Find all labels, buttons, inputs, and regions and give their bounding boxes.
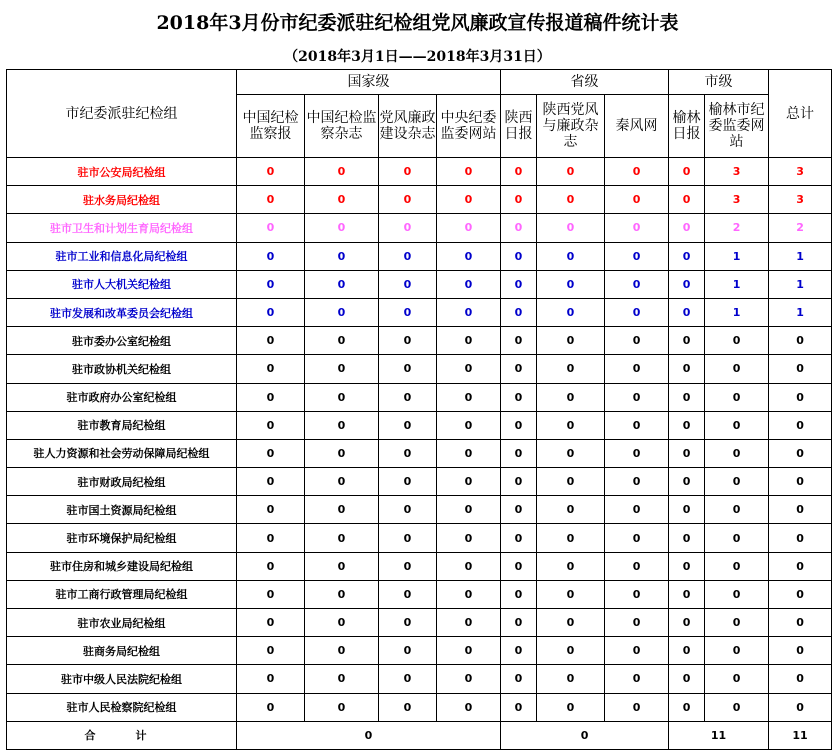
count-cell: 0 — [305, 552, 379, 580]
count-cell: 0 — [537, 270, 605, 298]
count-cell: 0 — [237, 665, 305, 693]
row-total-cell: 1 — [769, 270, 832, 298]
count-cell: 0 — [379, 214, 437, 242]
totals-row — [7, 721, 832, 749]
count-cell: 0 — [237, 383, 305, 411]
row-total-cell: 0 — [769, 439, 832, 467]
count-cell: 0 — [305, 496, 379, 524]
count-cell: 0 — [705, 552, 769, 580]
count-cell: 0 — [237, 242, 305, 270]
row-total-cell: 0 — [769, 327, 832, 355]
publication-header: 中国纪检监察报 — [237, 95, 305, 158]
count-cell: 0 — [537, 186, 605, 214]
row-total-cell: 3 — [769, 158, 832, 186]
count-cell: 0 — [537, 383, 605, 411]
count-cell: 0 — [537, 665, 605, 693]
count-cell: 0 — [537, 411, 605, 439]
count-cell: 0 — [501, 270, 537, 298]
count-cell: 0 — [537, 609, 605, 637]
table-row — [7, 186, 832, 214]
table-row — [7, 468, 832, 496]
national-level-header: 国家级 — [237, 70, 501, 95]
count-cell: 0 — [537, 637, 605, 665]
count-cell: 0 — [437, 158, 501, 186]
count-cell: 0 — [237, 355, 305, 383]
publication-header: 榆林市纪委监委网站 — [705, 95, 769, 158]
count-cell: 0 — [305, 158, 379, 186]
org-name-cell: 驻市公安局纪检组 — [7, 158, 237, 186]
count-cell: 0 — [501, 496, 537, 524]
row-total-cell: 0 — [769, 637, 832, 665]
count-cell: 1 — [705, 298, 769, 326]
count-cell: 0 — [379, 665, 437, 693]
count-cell: 0 — [437, 214, 501, 242]
count-cell: 0 — [537, 580, 605, 608]
table-row — [7, 524, 832, 552]
count-cell: 3 — [705, 186, 769, 214]
count-cell: 0 — [605, 270, 669, 298]
count-cell: 0 — [305, 327, 379, 355]
count-cell: 0 — [537, 439, 605, 467]
count-cell: 0 — [437, 609, 501, 637]
national-total: 0 — [237, 721, 501, 749]
count-cell: 0 — [379, 355, 437, 383]
count-cell: 0 — [705, 411, 769, 439]
count-cell: 0 — [305, 468, 379, 496]
count-cell: 0 — [379, 496, 437, 524]
count-cell: 1 — [705, 270, 769, 298]
table-row — [7, 355, 832, 383]
row-total-cell: 0 — [769, 693, 832, 721]
count-cell: 0 — [501, 468, 537, 496]
count-cell: 0 — [705, 609, 769, 637]
org-name-cell: 驻市中级人民法院纪检组 — [7, 665, 237, 693]
count-cell: 0 — [437, 355, 501, 383]
count-cell: 0 — [237, 298, 305, 326]
count-cell: 0 — [605, 439, 669, 467]
count-cell: 0 — [437, 383, 501, 411]
count-cell: 0 — [501, 186, 537, 214]
count-cell: 0 — [237, 609, 305, 637]
count-cell: 0 — [379, 411, 437, 439]
count-cell: 0 — [605, 327, 669, 355]
count-cell: 0 — [669, 552, 705, 580]
row-total-cell: 0 — [769, 383, 832, 411]
count-cell: 0 — [501, 298, 537, 326]
org-name-cell: 驻人力资源和社会劳动保障局纪检组 — [7, 439, 237, 467]
count-cell: 0 — [437, 468, 501, 496]
org-name-cell: 驻市发展和改革委员会纪检组 — [7, 298, 237, 326]
count-cell: 0 — [305, 242, 379, 270]
total-column-header: 总计 — [769, 70, 832, 158]
count-cell: 0 — [501, 383, 537, 411]
count-cell: 0 — [605, 383, 669, 411]
table-row — [7, 580, 832, 608]
count-cell: 0 — [237, 214, 305, 242]
publication-header: 陕西日报 — [501, 95, 537, 158]
count-cell: 0 — [605, 186, 669, 214]
totals-label: 合计 — [7, 721, 237, 749]
count-cell: 0 — [669, 242, 705, 270]
provincial-level-header: 省级 — [501, 70, 669, 95]
count-cell: 0 — [305, 524, 379, 552]
count-cell: 0 — [605, 355, 669, 383]
count-cell: 0 — [379, 158, 437, 186]
count-cell: 0 — [501, 693, 537, 721]
publication-header: 秦风网 — [605, 95, 669, 158]
publication-header: 陕西党风与廉政杂志 — [537, 95, 605, 158]
count-cell: 0 — [605, 524, 669, 552]
org-name-cell: 驻商务局纪检组 — [7, 637, 237, 665]
count-cell: 0 — [537, 468, 605, 496]
count-cell: 0 — [305, 439, 379, 467]
table-row — [7, 298, 832, 326]
count-cell: 0 — [237, 637, 305, 665]
count-cell: 0 — [605, 693, 669, 721]
count-cell: 0 — [605, 637, 669, 665]
count-cell: 0 — [305, 355, 379, 383]
count-cell: 0 — [669, 411, 705, 439]
row-total-cell: 1 — [769, 298, 832, 326]
count-cell: 0 — [669, 186, 705, 214]
count-cell: 0 — [537, 242, 605, 270]
table-row — [7, 693, 832, 721]
table-row — [7, 637, 832, 665]
count-cell: 0 — [605, 242, 669, 270]
count-cell: 0 — [537, 496, 605, 524]
table-row — [7, 214, 832, 242]
count-cell: 0 — [379, 468, 437, 496]
count-cell: 0 — [501, 214, 537, 242]
count-cell: 0 — [305, 298, 379, 326]
count-cell: 0 — [705, 439, 769, 467]
count-cell: 0 — [437, 298, 501, 326]
count-cell: 0 — [501, 242, 537, 270]
count-cell: 0 — [537, 355, 605, 383]
count-cell: 0 — [501, 355, 537, 383]
org-name-cell: 驻市工商行政管理局纪检组 — [7, 580, 237, 608]
count-cell: 0 — [237, 327, 305, 355]
count-cell: 0 — [705, 355, 769, 383]
count-cell: 0 — [237, 158, 305, 186]
count-cell: 0 — [501, 439, 537, 467]
count-cell: 0 — [669, 580, 705, 608]
table-row — [7, 552, 832, 580]
org-name-cell: 驻市人民检察院纪检组 — [7, 693, 237, 721]
count-cell: 0 — [669, 496, 705, 524]
count-cell: 0 — [605, 580, 669, 608]
count-cell: 0 — [669, 439, 705, 467]
row-total-cell: 0 — [769, 609, 832, 637]
count-cell: 0 — [237, 186, 305, 214]
count-cell: 0 — [669, 665, 705, 693]
count-cell: 0 — [537, 214, 605, 242]
count-cell: 0 — [669, 327, 705, 355]
count-cell: 0 — [537, 524, 605, 552]
count-cell: 0 — [537, 693, 605, 721]
table-row — [7, 496, 832, 524]
count-cell: 0 — [305, 383, 379, 411]
row-total-cell: 0 — [769, 468, 832, 496]
row-total-cell: 3 — [769, 186, 832, 214]
count-cell: 0 — [605, 158, 669, 186]
count-cell: 0 — [379, 186, 437, 214]
count-cell: 2 — [705, 214, 769, 242]
count-cell: 0 — [437, 693, 501, 721]
count-cell: 0 — [437, 327, 501, 355]
count-cell: 3 — [705, 158, 769, 186]
count-cell: 0 — [305, 609, 379, 637]
count-cell: 0 — [501, 411, 537, 439]
count-cell: 0 — [237, 411, 305, 439]
count-cell: 0 — [379, 298, 437, 326]
count-cell: 0 — [305, 580, 379, 608]
count-cell: 0 — [379, 580, 437, 608]
table-row — [7, 411, 832, 439]
count-cell: 0 — [237, 270, 305, 298]
count-cell: 0 — [379, 693, 437, 721]
count-cell: 0 — [379, 524, 437, 552]
org-name-cell: 驻市财政局纪检组 — [7, 468, 237, 496]
count-cell: 0 — [669, 468, 705, 496]
count-cell: 0 — [605, 552, 669, 580]
publication-header: 榆林日报 — [669, 95, 705, 158]
count-cell: 0 — [305, 665, 379, 693]
org-name-cell: 驻市教育局纪检组 — [7, 411, 237, 439]
count-cell: 0 — [379, 552, 437, 580]
row-total-cell: 0 — [769, 665, 832, 693]
count-cell: 0 — [237, 693, 305, 721]
org-name-cell: 驻市环境保护局纪检组 — [7, 524, 237, 552]
publication-header: 党风廉政建设杂志 — [379, 95, 437, 158]
count-cell: 0 — [669, 270, 705, 298]
city-level-header: 市级 — [669, 70, 769, 95]
org-name-cell: 驻市住房和城乡建设局纪检组 — [7, 552, 237, 580]
count-cell: 0 — [437, 552, 501, 580]
count-cell: 0 — [305, 411, 379, 439]
count-cell: 0 — [437, 637, 501, 665]
count-cell: 0 — [501, 665, 537, 693]
count-cell: 0 — [305, 693, 379, 721]
table-row — [7, 665, 832, 693]
count-cell: 0 — [669, 298, 705, 326]
row-total-cell: 0 — [769, 552, 832, 580]
count-cell: 0 — [237, 439, 305, 467]
count-cell: 0 — [705, 468, 769, 496]
row-total-cell: 0 — [769, 524, 832, 552]
org-name-cell: 驻水务局纪检组 — [7, 186, 237, 214]
count-cell: 0 — [237, 580, 305, 608]
count-cell: 0 — [237, 496, 305, 524]
count-cell: 0 — [537, 158, 605, 186]
row-total-cell: 2 — [769, 214, 832, 242]
count-cell: 0 — [379, 637, 437, 665]
count-cell: 0 — [501, 327, 537, 355]
count-cell: 0 — [501, 580, 537, 608]
count-cell: 0 — [437, 439, 501, 467]
count-cell: 0 — [305, 270, 379, 298]
org-name-cell: 驻市委办公室纪检组 — [7, 327, 237, 355]
count-cell: 0 — [501, 158, 537, 186]
count-cell: 0 — [379, 609, 437, 637]
page-title: 2018年3月份市纪委派驻纪检组党风廉政宣传报道稿件统计表 — [156, 12, 679, 34]
count-cell: 0 — [501, 552, 537, 580]
count-cell: 0 — [437, 496, 501, 524]
table-row — [7, 327, 832, 355]
table-row — [7, 242, 832, 270]
count-cell: 1 — [705, 242, 769, 270]
count-cell: 0 — [705, 383, 769, 411]
count-cell: 0 — [669, 637, 705, 665]
count-cell: 0 — [705, 693, 769, 721]
table-row — [7, 609, 832, 637]
count-cell: 0 — [437, 270, 501, 298]
count-cell: 0 — [437, 665, 501, 693]
table-row — [7, 439, 832, 467]
count-cell: 0 — [605, 411, 669, 439]
org-name-cell: 驻市政协机关纪检组 — [7, 355, 237, 383]
count-cell: 0 — [705, 665, 769, 693]
count-cell: 0 — [501, 637, 537, 665]
count-cell: 0 — [669, 214, 705, 242]
publication-header: 中国纪检监察杂志 — [305, 95, 379, 158]
count-cell: 0 — [305, 186, 379, 214]
count-cell: 0 — [605, 609, 669, 637]
count-cell: 0 — [669, 355, 705, 383]
org-name-cell: 驻市国土资源局纪检组 — [7, 496, 237, 524]
count-cell: 0 — [237, 524, 305, 552]
org-name-cell: 驻市人大机关纪检组 — [7, 270, 237, 298]
count-cell: 0 — [605, 214, 669, 242]
count-cell: 0 — [705, 580, 769, 608]
org-name-cell: 驻市农业局纪检组 — [7, 609, 237, 637]
table-row — [7, 270, 832, 298]
org-name-cell: 驻市工业和信息化局纪检组 — [7, 242, 237, 270]
count-cell: 0 — [305, 637, 379, 665]
count-cell: 0 — [705, 496, 769, 524]
count-cell: 0 — [669, 524, 705, 552]
count-cell: 0 — [537, 298, 605, 326]
count-cell: 0 — [501, 524, 537, 552]
org-column-header: 市纪委派驻纪检组 — [7, 70, 237, 158]
grand-total: 11 — [769, 721, 832, 749]
row-total-cell: 1 — [769, 242, 832, 270]
count-cell: 0 — [437, 242, 501, 270]
row-total-cell: 0 — [769, 580, 832, 608]
count-cell: 0 — [379, 270, 437, 298]
table-row — [7, 383, 832, 411]
count-cell: 0 — [237, 468, 305, 496]
publication-header: 中央纪委监委网站 — [437, 95, 501, 158]
row-total-cell: 0 — [769, 496, 832, 524]
count-cell: 0 — [705, 637, 769, 665]
statistics-table — [6, 69, 832, 750]
count-cell: 0 — [437, 411, 501, 439]
city-total: 11 — [669, 721, 769, 749]
count-cell: 0 — [605, 665, 669, 693]
count-cell: 0 — [669, 693, 705, 721]
count-cell: 0 — [669, 609, 705, 637]
count-cell: 0 — [437, 524, 501, 552]
count-cell: 0 — [437, 580, 501, 608]
count-cell: 0 — [669, 383, 705, 411]
count-cell: 0 — [305, 214, 379, 242]
count-cell: 0 — [379, 439, 437, 467]
count-cell: 0 — [379, 327, 437, 355]
count-cell: 0 — [237, 552, 305, 580]
count-cell: 0 — [605, 298, 669, 326]
count-cell: 0 — [437, 186, 501, 214]
count-cell: 0 — [705, 524, 769, 552]
count-cell: 0 — [537, 552, 605, 580]
org-name-cell: 驻市卫生和计划生育局纪检组 — [7, 214, 237, 242]
count-cell: 0 — [605, 496, 669, 524]
date-range-subtitle: （2018年3月1日——2018年3月31日） — [284, 49, 551, 65]
table-row — [7, 158, 832, 186]
count-cell: 0 — [705, 327, 769, 355]
table-body — [7, 158, 832, 722]
count-cell: 0 — [605, 468, 669, 496]
count-cell: 0 — [379, 242, 437, 270]
count-cell: 0 — [501, 609, 537, 637]
org-name-cell: 驻市政府办公室纪检组 — [7, 383, 237, 411]
provincial-total: 0 — [501, 721, 669, 749]
row-total-cell: 0 — [769, 411, 832, 439]
count-cell: 0 — [379, 383, 437, 411]
count-cell: 0 — [537, 327, 605, 355]
count-cell: 0 — [669, 158, 705, 186]
row-total-cell: 0 — [769, 355, 832, 383]
